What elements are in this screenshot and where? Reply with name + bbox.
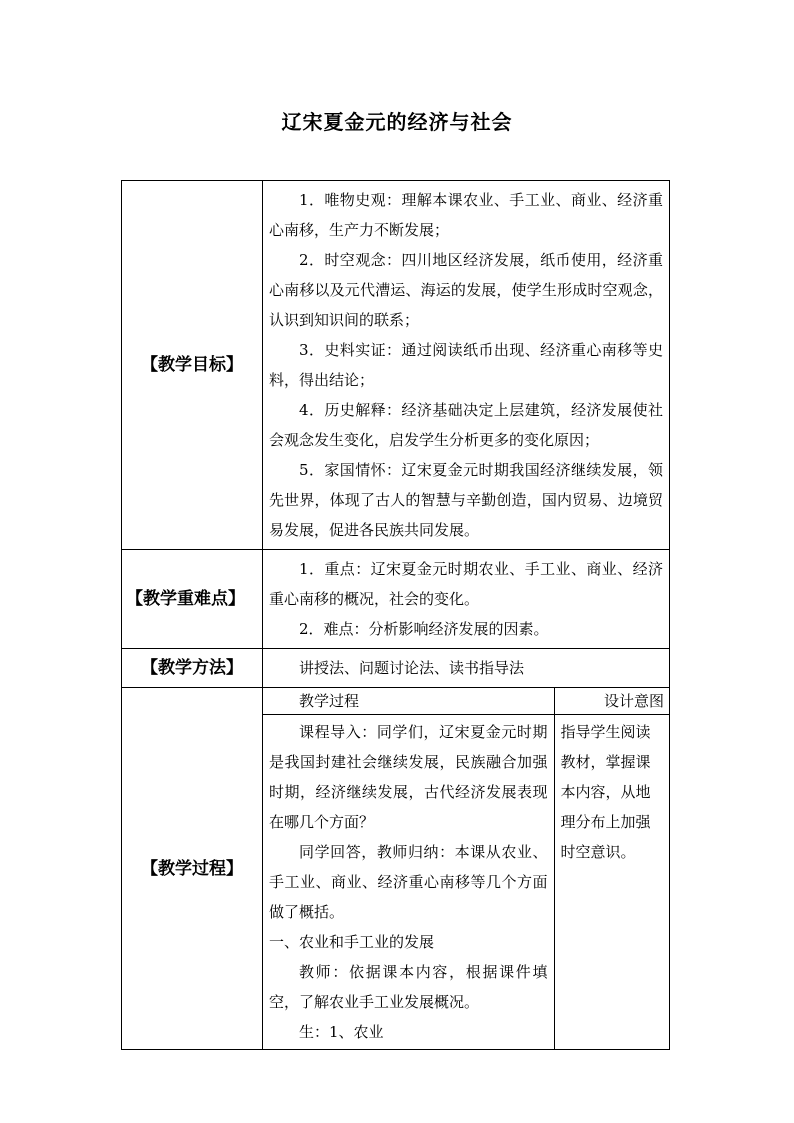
process-body-row	[263, 715, 670, 1050]
process-paragraph: 课程导入：同学们，辽宋夏金元时期是我国封建社会继续发展，民族融合加强时期，经济继续发展，古代经济发展表现在哪几个方面？	[269, 723, 548, 831]
key-points-label: 【教学重难点】	[122, 550, 263, 649]
intent-column-header: 设计意图	[554, 688, 670, 715]
key-point-item: 1．重点：辽宋夏金元时期农业、手工业、商业、经济重心南移的概况，社会的变化。	[269, 560, 663, 608]
key-point-item: 2．难点：分析影响经济发展的因素。	[299, 620, 549, 638]
key-points-content	[263, 550, 670, 649]
objective-item: 5．家国情怀：辽宋夏金元时期我国经济继续发展，领先世界，体现了古人的智慧与辛勤创造，国内贸易、边境贸易发展，促进各民族共同发展。	[269, 461, 663, 539]
lesson-plan-table	[121, 180, 670, 1050]
methods-text: 讲授法、问题讨论法、读书指导法	[299, 659, 525, 677]
page-title: 辽宋夏金元的经济与社会	[281, 110, 513, 134]
process-inner-table	[263, 688, 670, 1049]
objectives-row	[122, 181, 670, 550]
methods-row	[122, 649, 670, 688]
key-points-row	[122, 550, 670, 649]
objective-item: 4．历史解释：经济基础决定上层建筑，经济发展使社会观念发生变化，启发学生分析更多的变化原因；	[269, 401, 663, 449]
design-intent-cell: 指导学生阅读教材，掌握课本内容，从地理分布上加强时空意识。	[554, 715, 670, 1050]
objectives-content	[263, 181, 670, 550]
process-paragraph: 教师：依据课本内容，根据课件填空，了解农业手工业发展概况。	[269, 963, 548, 1011]
process-row	[122, 688, 670, 1050]
process-column-header: 教学过程	[263, 688, 554, 715]
process-label: 【教学过程】	[122, 688, 263, 1050]
objective-item: 3．史料实证：通过阅读纸币出现、经济重心南移等史料，得出结论；	[269, 341, 663, 389]
methods-content	[263, 649, 670, 688]
process-section-heading: 一、农业和手工业的发展	[269, 933, 435, 951]
process-paragraph: 生：1、农业	[299, 1023, 384, 1041]
process-content	[263, 688, 670, 1050]
process-paragraph: 同学回答，教师归纳：本课从农业、手工业、商业、经济重心南移等几个方面做了概括。	[269, 843, 548, 921]
objective-item: 1．唯物史观：理解本课农业、手工业、商业、经济重心南移，生产力不断发展；	[269, 191, 663, 239]
objectives-label: 【教学目标】	[122, 181, 263, 550]
objective-item: 2．时空观念：四川地区经济发展，纸币使用，经济重心南移以及元代漕运、海运的发展，使学生形成时空观念，认识到知识间的联系；	[269, 251, 663, 329]
process-text-cell	[263, 715, 554, 1050]
process-header-row	[263, 688, 670, 715]
methods-label: 【教学方法】	[122, 649, 263, 688]
